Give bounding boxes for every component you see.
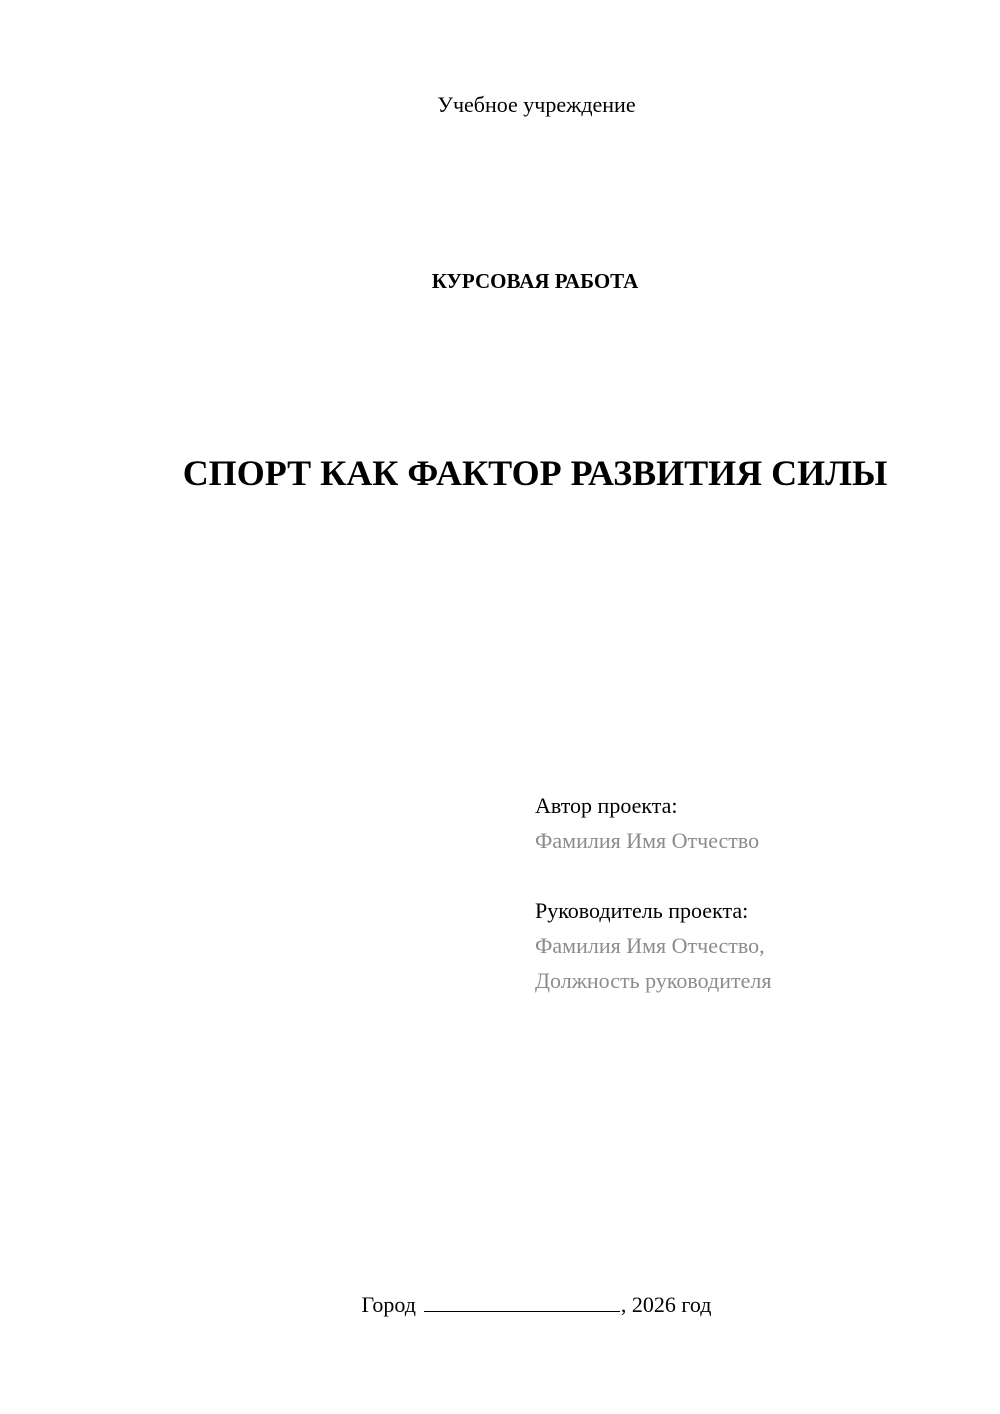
document-type: КУРСОВАЯ РАБОТА: [431, 269, 639, 293]
city-label: Город: [361, 1292, 416, 1317]
credits-block: [535, 788, 975, 998]
city-blank-line: [424, 1291, 620, 1312]
city-year-line: [0, 1291, 1000, 1319]
credits-spacer: [535, 858, 975, 893]
supervisor-label: Руководитель проекта:: [535, 898, 749, 923]
supervisor-name: Фамилия Имя Отчество,: [535, 933, 765, 958]
year-text: , 2026 год: [620, 1292, 712, 1317]
document-title: СПОРТ КАК ФАКТОР РАЗВИТИЯ СИЛЫ: [182, 453, 888, 493]
author-label: Автор проекта:: [535, 793, 678, 818]
author-name: Фамилия Имя Отчество: [535, 828, 760, 853]
supervisor-position: Должность руководителя: [535, 968, 772, 993]
institution-name: Учебное учреждение: [437, 92, 636, 117]
